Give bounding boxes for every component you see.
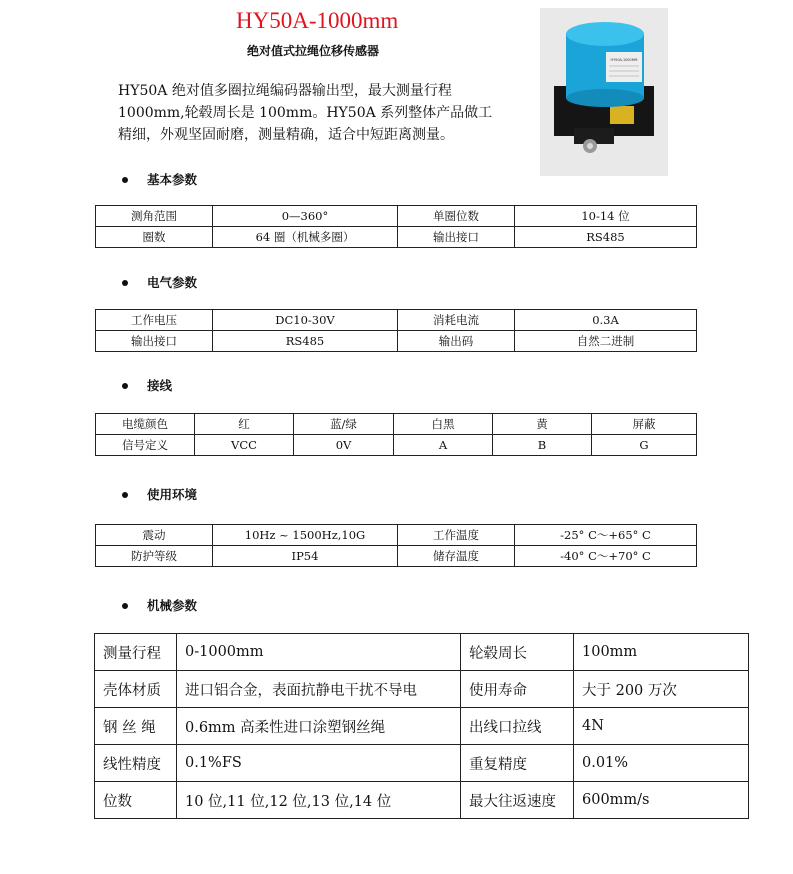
table-cell: 10-14 位 <box>515 206 697 227</box>
table-cell: 测量行程 <box>95 634 177 671</box>
table-cell: 位数 <box>95 782 177 819</box>
table-cell: 最大往返速度 <box>461 782 574 819</box>
svg-text:HY50A-1000MM: HY50A-1000MM <box>610 58 638 62</box>
table-cell: 600mm/s <box>574 782 749 819</box>
product-photo <box>540 8 668 176</box>
bullet-icon <box>122 177 128 183</box>
table-cell: IP54 <box>213 546 398 567</box>
intro-line: HY50A 绝对值多圈拉绳编码器输出型，最大测量行程 <box>118 83 452 99</box>
product-title: HY50A-1000mm <box>236 8 399 33</box>
table-row <box>96 435 697 456</box>
table-cell: RS485 <box>515 227 697 248</box>
intro-paragraph <box>118 80 503 146</box>
bullet-icon <box>122 280 128 286</box>
table-cell: 进口铝合金，表面抗静电干扰不导电 <box>177 671 461 708</box>
bullet-icon <box>122 603 128 609</box>
table-cell: 工作温度 <box>398 525 515 546</box>
table-cell: 0.1%FS <box>177 745 461 782</box>
section-heading-wiring: 接线 <box>122 376 172 394</box>
warning-label <box>610 106 634 124</box>
table-cell: 使用寿命 <box>461 671 574 708</box>
table-cell: 蓝/绿 <box>294 414 394 435</box>
table-row <box>95 782 749 819</box>
table-cell: 防护等级 <box>96 546 213 567</box>
electrical-params-table <box>95 309 697 352</box>
table-cell: 出线口拉线 <box>461 708 574 745</box>
table-cell: 0—360° <box>213 206 398 227</box>
table-row <box>95 745 749 782</box>
section-heading-environment: 使用环境 <box>122 485 197 503</box>
table-cell: 10Hz ~ 1500Hz,10G <box>213 525 398 546</box>
table-cell: 黄 <box>493 414 592 435</box>
table-cell: -25° C～+65° C <box>515 525 697 546</box>
table-cell: 大于 200 万次 <box>574 671 749 708</box>
table-row <box>95 671 749 708</box>
table-cell: 0.01% <box>574 745 749 782</box>
wiring-table <box>95 413 697 456</box>
table-cell: VCC <box>195 435 294 456</box>
environment-table <box>95 524 697 567</box>
table-cell: 测角范围 <box>96 206 213 227</box>
table-cell: 工作电压 <box>96 310 213 331</box>
table-cell: 红 <box>195 414 294 435</box>
table-cell: 储存温度 <box>398 546 515 567</box>
table-cell: 钢 丝 绳 <box>95 708 177 745</box>
table-cell: 信号定义 <box>96 435 195 456</box>
table-cell: 白黑 <box>394 414 493 435</box>
table-cell: 壳体材质 <box>95 671 177 708</box>
table-cell: 0.6mm 高柔性进口涂塑钢丝绳 <box>177 708 461 745</box>
sensor-top <box>566 22 644 46</box>
table-cell: 消耗电流 <box>398 310 515 331</box>
product-subtitle: 绝对值式拉绳位移传感器 <box>247 44 380 58</box>
table-row <box>95 634 749 671</box>
table-row <box>96 310 697 331</box>
table-cell: 圈数 <box>96 227 213 248</box>
table-cell: 自然二进制 <box>515 331 697 352</box>
table-cell: -40° C～+70° C <box>515 546 697 567</box>
table-cell: 0.3A <box>515 310 697 331</box>
table-cell: 10 位,11 位,12 位,13 位,14 位 <box>177 782 461 819</box>
table-cell: 64 圈（机械多圈） <box>213 227 398 248</box>
bullet-icon <box>122 492 128 498</box>
table-cell: 震动 <box>96 525 213 546</box>
table-cell: 0V <box>294 435 394 456</box>
intro-line: 1000mm,轮毂周长是 100mm。HY50A 系列整体产品做工 <box>118 105 493 121</box>
table-cell: G <box>592 435 697 456</box>
table-row <box>95 708 749 745</box>
table-cell: 4N <box>574 708 749 745</box>
table-row <box>96 227 697 248</box>
table-row <box>96 414 697 435</box>
table-cell: 屏蔽 <box>592 414 697 435</box>
table-cell: RS485 <box>213 331 398 352</box>
intro-line: 精细，外观坚固耐磨，测量精确，适合中短距离测量。 <box>118 127 454 143</box>
table-cell: 重复精度 <box>461 745 574 782</box>
table-cell: 电缆颜色 <box>96 414 195 435</box>
table-cell: DC10-30V <box>213 310 398 331</box>
table-cell: A <box>394 435 493 456</box>
bullet-icon <box>122 383 128 389</box>
table-row <box>96 206 697 227</box>
table-cell: 输出码 <box>398 331 515 352</box>
table-row <box>96 331 697 352</box>
section-heading-mechanical: 机械参数 <box>122 596 197 614</box>
basic-params-table <box>95 205 697 248</box>
table-row <box>96 525 697 546</box>
table-cell: 100mm <box>574 634 749 671</box>
table-cell: 单圈位数 <box>398 206 515 227</box>
table-cell: 输出接口 <box>398 227 515 248</box>
mechanical-params-table <box>94 633 749 819</box>
table-cell: B <box>493 435 592 456</box>
section-heading-basic: 基本参数 <box>122 170 197 188</box>
table-cell: 轮毂周长 <box>461 634 574 671</box>
section-heading-electrical: 电气参数 <box>122 273 197 291</box>
table-cell: 线性精度 <box>95 745 177 782</box>
table-cell: 输出接口 <box>96 331 213 352</box>
table-row <box>96 546 697 567</box>
table-cell: 0-1000mm <box>177 634 461 671</box>
